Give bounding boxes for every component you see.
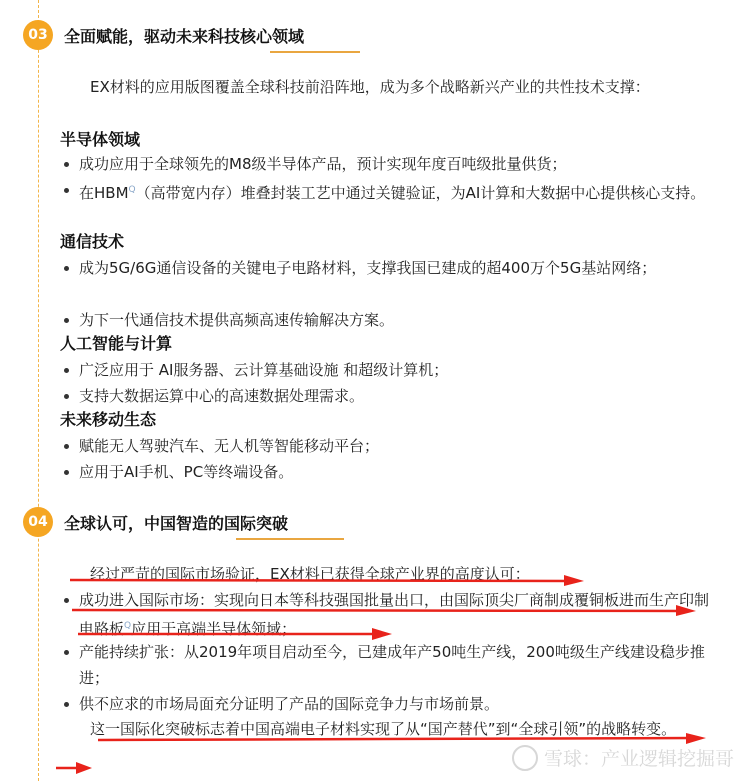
list-item bbox=[60, 255, 710, 281]
bullet-dot bbox=[64, 470, 69, 475]
section-intro: 经过严苛的国际市场验证，EX材料已获得全球产业界的高度认可： bbox=[90, 565, 530, 583]
list-item-text: 赋能无人驾驶汽车、无人机等智能移动平台； bbox=[79, 437, 380, 455]
section-number-badge: 04 bbox=[23, 507, 53, 537]
snowball-logo-icon bbox=[512, 745, 538, 771]
subheading-semiconductor: 半导体领域 bbox=[60, 130, 141, 149]
subheading-communication: 通信技术 bbox=[60, 232, 125, 251]
search-link-marker[interactable]: Q bbox=[128, 185, 136, 195]
list-item bbox=[60, 307, 710, 333]
list-item bbox=[60, 357, 710, 383]
title-underline bbox=[236, 538, 344, 540]
bullet-dot bbox=[64, 368, 69, 373]
subheading-mobility: 未来移动生态 bbox=[60, 410, 157, 429]
title-underline bbox=[270, 51, 360, 53]
list-item-text: 应用于AI手机、PC等终端设备。 bbox=[79, 463, 294, 481]
subheading-ai-computing: 人工智能与计算 bbox=[60, 334, 173, 353]
list-item bbox=[60, 151, 710, 177]
list-item-text-post: （高带宽内存）堆叠封装工艺中通过关键验证，为AI计算和大数据中心提供核心支持。 bbox=[135, 184, 706, 202]
bullet-dot bbox=[64, 650, 69, 655]
red-arrow-annotation bbox=[70, 604, 700, 616]
bullet-dot bbox=[64, 162, 69, 167]
list-item bbox=[60, 177, 710, 206]
bullet-dot bbox=[64, 266, 69, 271]
bullet-dot bbox=[64, 318, 69, 323]
closing-paragraph: 这一国际化突破标志着中国高端电子材料实现了从“国产替代”到“全球引领”的战略转变。 bbox=[90, 720, 677, 738]
watermark-text: 雪球：产业逻辑挖掘哥 bbox=[543, 748, 734, 770]
section-intro: EX材料的应用版图覆盖全球科技前沿阵地，成为多个战略新兴产业的共性技术支撑： bbox=[90, 78, 650, 96]
red-arrow-annotation bbox=[68, 574, 588, 586]
list-item bbox=[60, 383, 710, 409]
list-item-text: 成为5G/6G通信设备的关键电子电路材料，支撑我国已建成的超400万个5G基站网络； bbox=[79, 259, 657, 277]
bullet-dot bbox=[64, 702, 69, 707]
watermark bbox=[512, 744, 734, 771]
bullet-dot bbox=[64, 394, 69, 399]
list-item bbox=[60, 639, 710, 691]
list-item-text-pre: 在HBM bbox=[79, 184, 129, 202]
list-item-text: 供不应求的市场局面充分证明了产品的国际竞争力与市场前景。 bbox=[79, 695, 500, 713]
red-arrow-annotation bbox=[54, 762, 94, 774]
section-number-badge: 03 bbox=[23, 20, 53, 50]
list-item-text: 成功应用于全球领先的M8级半导体产品，预计实现年度百吨级批量供货； bbox=[79, 155, 567, 173]
search-link-marker[interactable]: Q bbox=[124, 621, 132, 631]
list-item-text-pre: 成功进入国际市场：实现向日本等科技强国批量出口，由国际顶尖厂商制成覆铜板进而生产印制电路板 bbox=[79, 591, 710, 638]
list-item-text: 支持大数据运算中心的高速数据处理需求。 bbox=[79, 387, 365, 405]
section-title: 全球认可，中国智造的国际突破 bbox=[64, 514, 289, 533]
list-item bbox=[60, 433, 710, 459]
section-title: 全面赋能，驱动未来科技核心领域 bbox=[64, 27, 305, 46]
bullet-dot bbox=[64, 188, 69, 193]
list-item-text: 产能持续扩张：从2019年项目启动至今，已建成年产50吨生产线，200吨级生产线建设稳步推进； bbox=[79, 643, 705, 687]
list-item-text: 为下一代通信技术提供高频高速传输解决方案。 bbox=[79, 311, 395, 329]
list-item bbox=[60, 691, 710, 717]
timeline-dashed-line bbox=[38, 0, 39, 781]
red-arrow-annotation bbox=[76, 628, 396, 640]
list-item-text-post: 应用于高端半导体领域； bbox=[131, 620, 297, 638]
list-item-text: 广泛应用于 AI服务器、云计算基础设施 和超级计算机； bbox=[79, 361, 449, 379]
bullet-dot bbox=[64, 598, 69, 603]
bullet-dot bbox=[64, 444, 69, 449]
list-item bbox=[60, 459, 710, 485]
